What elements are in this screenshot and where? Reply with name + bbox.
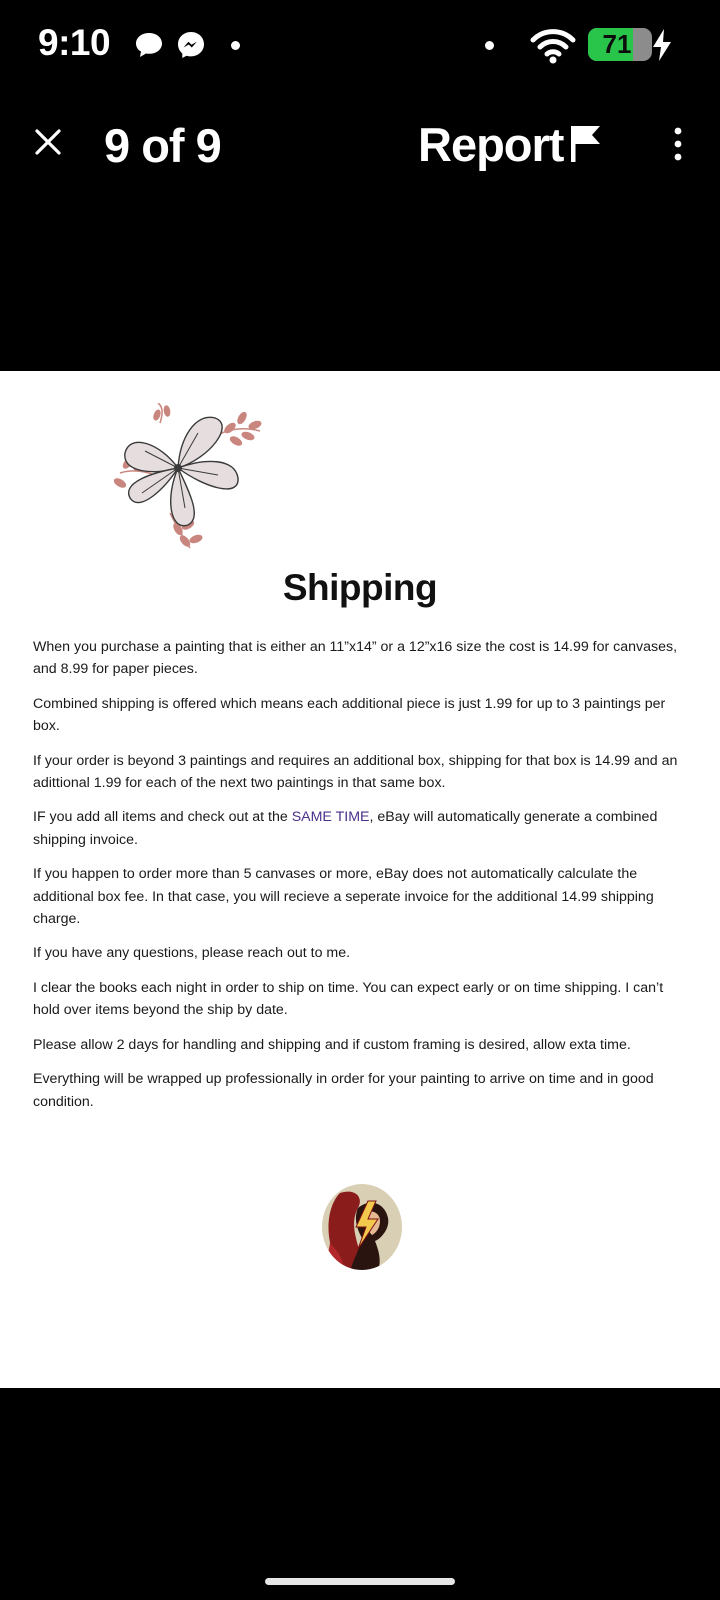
- artist-logo: [320, 1183, 404, 1271]
- paragraph: Combined shipping is offered which means each additional piece is just 1.99 for up to 3 paintings per box.: [33, 695, 666, 735]
- paragraph: If you happen to order more than 5 canvases or more, eBay does not automatically calculate the additional box fee. In that case, you will recieve a seperate invoice for the additional 14.99 shipping charge.: [33, 866, 654, 928]
- paragraph-text: IF you add all items and check out at the: [33, 809, 292, 826]
- notification-dot: [485, 41, 494, 50]
- image-counter: 9 of 9: [104, 119, 221, 172]
- chat-bubble-icon: [134, 30, 164, 60]
- flower-illustration: [110, 403, 278, 553]
- messenger-icon: [176, 30, 206, 60]
- paragraph-text: , eBay will automatically generate a combined shipping invoice.: [33, 809, 658, 848]
- paragraph: Please allow 2 days for handling and shipping and if custom framing is desired, allow exta time.: [33, 1036, 631, 1053]
- paragraph: If you have any questions, please reach out to me.: [33, 945, 351, 962]
- document-image: [0, 371, 720, 1388]
- close-icon[interactable]: [28, 122, 68, 162]
- document-title: Shipping: [282, 567, 438, 608]
- wifi-icon: [530, 28, 576, 64]
- same-time-paragraph: [33, 806, 689, 851]
- notification-dot: [231, 41, 240, 50]
- document-body: [33, 636, 689, 1125]
- home-indicator[interactable]: [265, 1578, 455, 1585]
- viewer-top-bar: [0, 92, 720, 202]
- status-bar: [0, 0, 720, 92]
- more-vertical-icon[interactable]: [664, 124, 692, 164]
- battery-level: 71: [602, 29, 632, 59]
- paragraph: When you purchase a painting that is either an 11”x14” or a 12”x16 size the cost is 14.99 for canvases, and 8.99 for paper pieces.: [33, 639, 678, 678]
- charging-bolt-icon: [651, 28, 673, 62]
- flag-icon: [569, 124, 603, 164]
- status-time: 9:10: [38, 22, 111, 63]
- paragraph: I clear the books each night in order to ship on time. You can expect early or on time shipping. I can’t hold over items beyond the ship by date.: [33, 979, 664, 1019]
- report-label: Report: [418, 117, 564, 171]
- report-button[interactable]: [418, 118, 603, 170]
- paragraph: If your order is beyond 3 paintings and requires an additional box, shipping for that box is 14.99 and an adittional 1.99 for each of the next two paintings in that same box.: [33, 752, 678, 792]
- paragraph: Everything will be wrapped up professionally in order for your painting to arrive on time and in good condition.: [33, 1071, 654, 1110]
- same-time-highlight: SAME TIME: [291, 809, 370, 826]
- battery-icon: [588, 28, 652, 61]
